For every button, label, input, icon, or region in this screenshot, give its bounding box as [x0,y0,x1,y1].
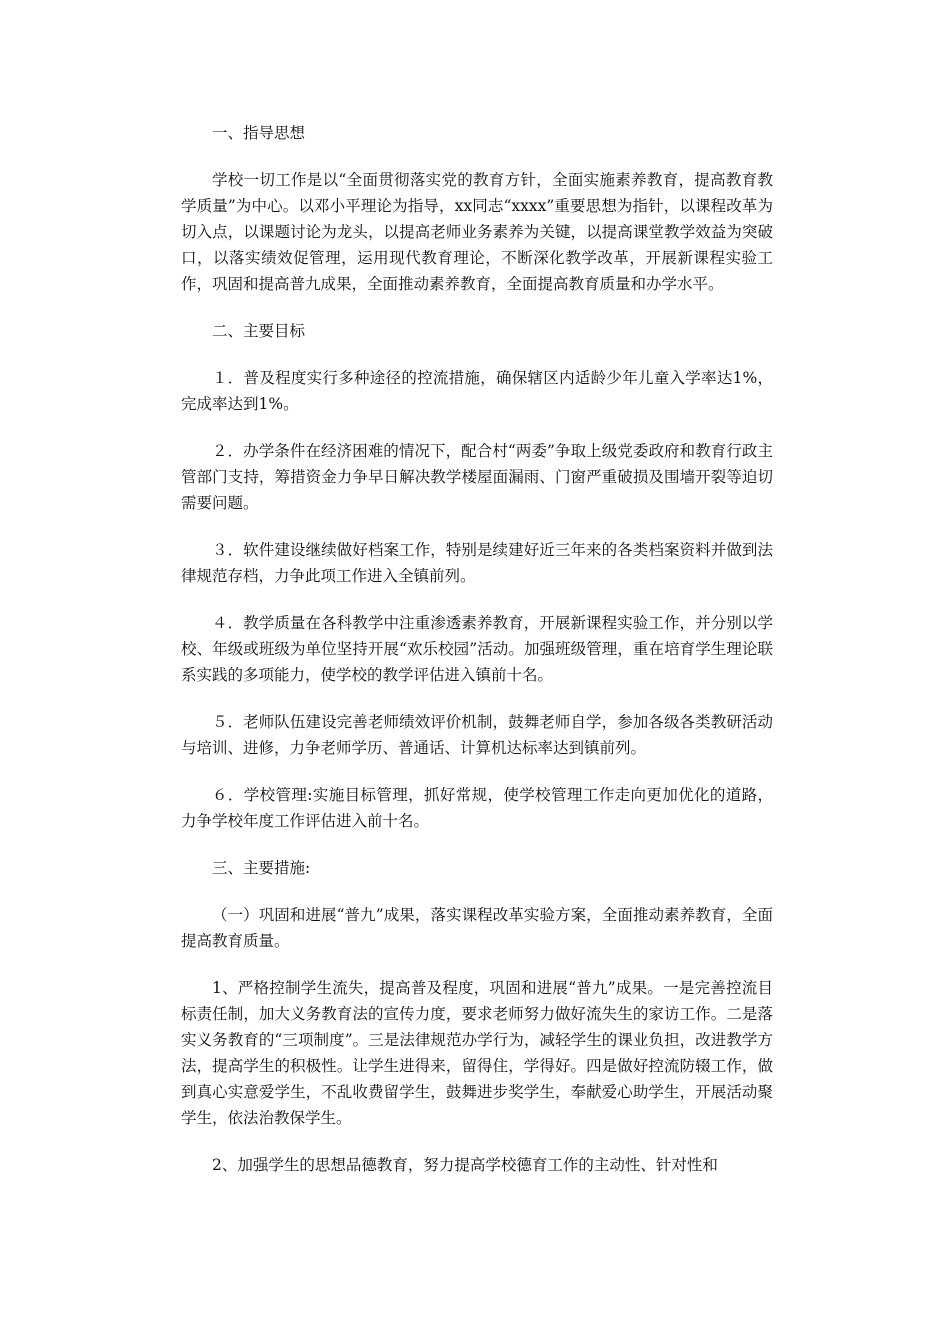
paragraph-guiding-ideology: 学校一切工作是以“全面贯彻落实党的教育方针，全面实施素养教育，提高教育教学质量”为中心。以邓小平理论为指导，xx同志“xxxx”重要思想为指针，以课程改革为切入点，以课题讨论为龙头，以提高老师业务素养为关键，以提高课堂教学效益为突破口，以落实绩效促管理，运用现代教育理论，不断深化教学改革，开展新课程实验工作，巩固和提高普九成果，全面推动素养教育，全面提高教育质量和办学水平。 [181,171,773,293]
goal-item-5: ５．老师队伍建设完善老师绩效评价机制，鼓舞老师自学，参加各级各类教研活动与培训、进修，力争老师学历、普通话、计算机达标率达到镇前列。 [181,713,773,757]
section-heading-main-goals: 二、主要目标 [212,322,306,340]
section-heading-guiding-ideology: 一、指导思想 [212,124,306,142]
goal-item-1: １．普及程度实行多种途径的控流措施，确保辖区内适龄少年儿童入学率达1%，完成率达到1%。 [181,369,773,413]
section-heading-main-measures: 三、主要措施: [212,859,311,877]
measure-subsection-1: （一）巩固和进展“普九”成果，落实课程改革实验方案，全面推动素养教育，全面提高教育质量。 [181,906,773,950]
goal-item-6: ６．学校管理:实施目标管理，抓好常规，使学校管理工作走向更加优化的道路，力争学校年度工作评估进入前十名。 [181,786,773,830]
goal-item-3: ３．软件建设继续做好档案工作，特别是续建好近三年来的各类档案资料并做到法律规范存档，力争此项工作进入全镇前列。 [181,541,773,585]
document-body [181,120,773,1178]
measure-item-1: 1、严格控制学生流失，提高普及程度，巩固和进展“普九”成果。一是完善控流目标责任制，加大义务教育法的宣传力度，要求老师努力做好流失生的家访工作。二是落实义务教育的“三项制度”。三是法律规范办学行为，减轻学生的课业负担，改进教学方法，提高学生的积极性。让学生进得来，留得住，学得好。四是做好控流防辍工作，做到真心实意爱学生，不乱收费留学生，鼓舞进步奖学生，奉献爱心助学生，开展活动聚学生，依法治教保学生。 [181,979,773,1127]
goal-item-4: ４．教学质量在各科教学中注重渗透素养教育，开展新课程实验工作，并分别以学校、年级或班级为单位坚持开展“欢乐校园”活动。加强班级管理，重在培育学生理论联系实践的多项能力，使学校的教学评估进入镇前十名。 [181,614,773,684]
goal-item-2: ２．办学条件在经济困难的情况下，配合村“两委”争取上级党委政府和教育行政主管部门支持，筹措资金力争早日解决教学楼屋面漏雨、门窗严重破损及围墙开裂等迫切需要问题。 [181,442,773,512]
measure-item-2: 2、加强学生的思想品德教育，努力提高学校德育工作的主动性、针对性和 [212,1156,718,1174]
